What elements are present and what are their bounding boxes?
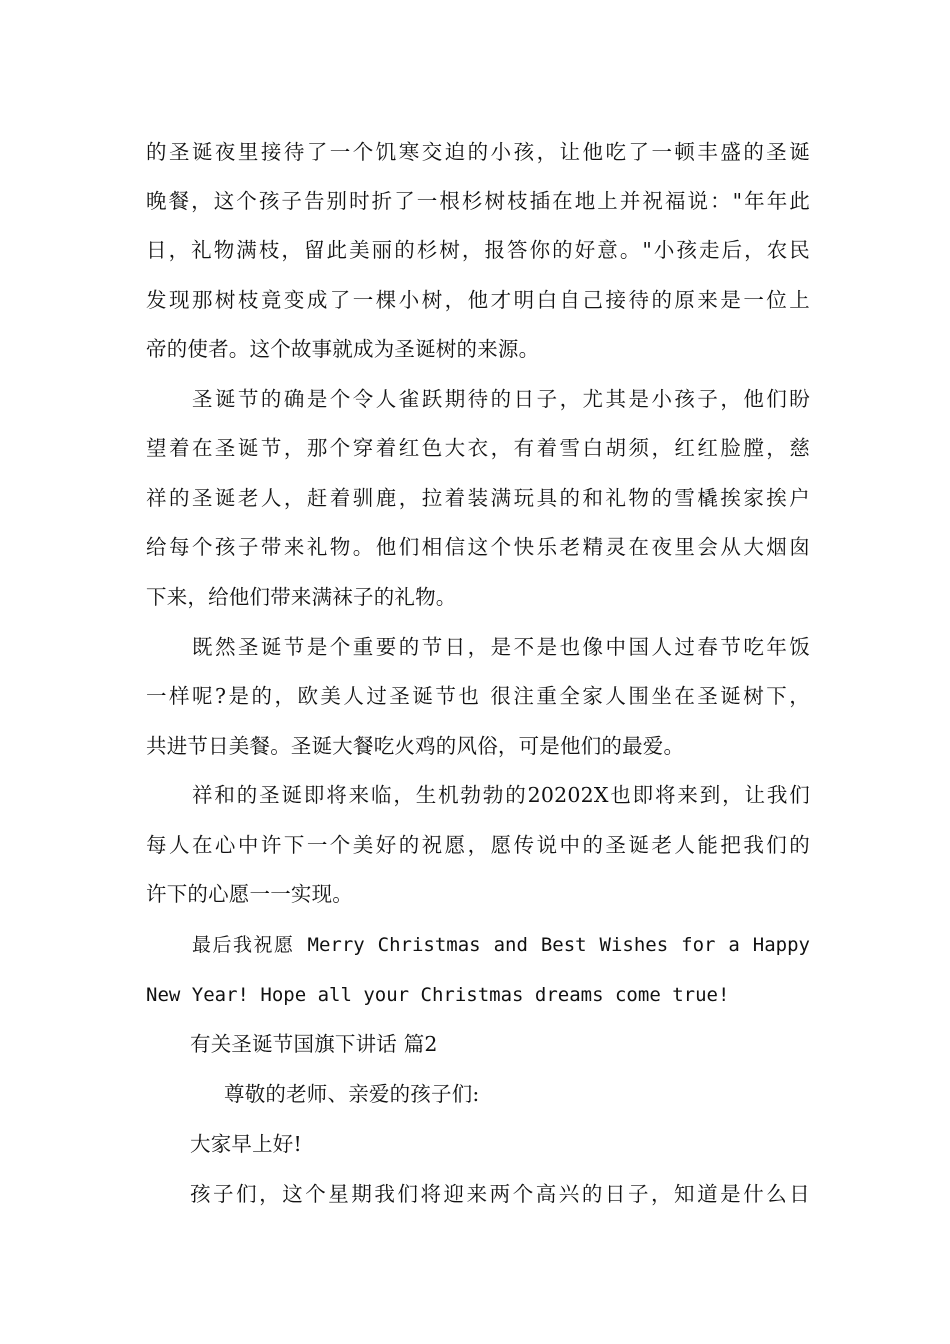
greeting: 大家早上好! xyxy=(190,1132,302,1156)
text-line: 每人在心中许下一个美好的祝愿，愿传说中的圣诞老人能把我们的 xyxy=(146,833,810,857)
paragraph-first-line: 最后我祝愿 Merry Christmas and Best Wishes for a Happy xyxy=(192,934,810,956)
paragraph-first-line: 祥和的圣诞即将来临，生机勃勃的20202X也即将来到，让我们 xyxy=(192,783,810,807)
text-line: 祥的圣诞老人，赶着驯鹿，拉着装满玩具的和礼物的雪橇挨家挨户 xyxy=(146,486,810,510)
text-line: 许下的心愿一一实现。 xyxy=(146,882,353,906)
text-line: New Year! Hope all your Christmas dreams come true! xyxy=(146,984,730,1006)
text-line: 一样呢?是的，欧美人过圣诞节也 很注重全家人围坐在圣诞树下， xyxy=(146,684,810,708)
text-line: 望着在圣诞节，那个穿着红色大衣，有着雪白胡须，红红脸膛，慈 xyxy=(146,436,810,460)
salutation: 尊敬的老师、亲爱的孩子们: xyxy=(224,1082,480,1106)
text-line: 下来，给他们带来满袜子的礼物。 xyxy=(146,585,457,609)
paragraph-first-line: 圣诞节的确是个令人雀跃期待的日子，尤其是小孩子，他们盼 xyxy=(192,387,810,411)
text-line: 给每个孩子带来礼物。他们相信这个快乐老精灵在夜里会从大烟囱 xyxy=(146,535,810,559)
text-line: 晚餐，这个孩子告别时折了一根杉树枝插在地上并祝福说："年年此 xyxy=(146,189,810,213)
section-heading: 有关圣诞节国旗下讲话 篇2 xyxy=(190,1032,438,1056)
text-line: 帝的使者。这个故事就成为圣诞树的来源。 xyxy=(146,337,540,361)
paragraph-first-line: 孩子们，这个星期我们将迎来两个高兴的日子，知道是什么日 xyxy=(190,1182,810,1206)
text-line: 的圣诞夜里接待了一个饥寒交迫的小孩，让他吃了一顿丰盛的圣诞 xyxy=(146,140,810,164)
text-line: 发现那树枝竟变成了一棵小树，他才明白自己接待的原来是一位上 xyxy=(146,288,810,312)
text-line: 共进节日美餐。圣诞大餐吃火鸡的风俗，可是他们的最爱。 xyxy=(146,734,685,758)
paragraph-first-line: 既然圣诞节是个重要的节日，是不是也像中国人过春节吃年饭 xyxy=(192,635,810,659)
text-line: 日，礼物满枝，留此美丽的杉树，报答你的好意。"小孩走后，农民 xyxy=(146,238,810,262)
